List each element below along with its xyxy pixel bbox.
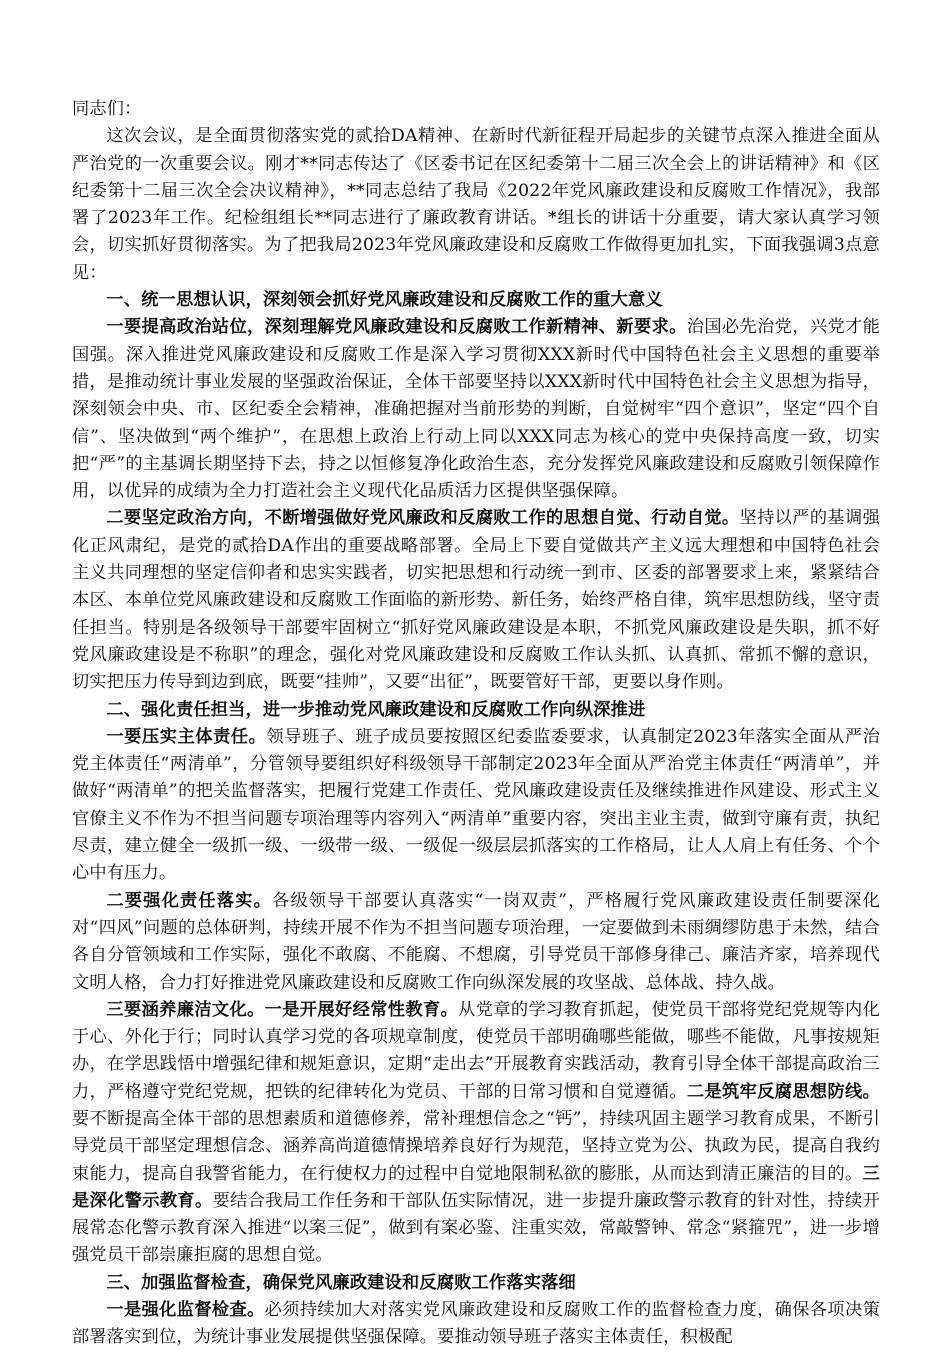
paragraph-lead: 一要压实主体责任。 [106,726,267,747]
paragraph-body: 要不断提高全体干部的思想素质和道德修养，常补理想信念之“钙”，持续巩固主题学习教育成果，不断引导党员干部坚定理想信念、涵养高尚道德情操培养良好行为规范，坚持立党为公、执政为民，提高自我约束能力，提高自我警省能力，在行使权力的过程中自觉地限制私欲的膨胀，从而达到清正廉洁的目的。 [72,1108,880,1184]
paragraph-body: 坚持以严的基调强化正风肃纪，是党的贰拾DA作出的重要战略部署。全局上下要自觉做共产主义远大理想和中国特色社会主义共同理想的坚定信仰者和忠实实践者，切实把思想和行动统一到市、区委的部署要求上来，紧紧结合本区、本单位党风廉政建设和反腐败工作面临的新形势、新任务，始终严格自律，筑牢思想防线，坚守责任担当。特别是各级领导干部要牢固树立“抓好党风廉政建设是本职，不抓党风廉政建设是失职，抓不好党风廉政建设是不称职”的理念，强化对党风廉政建设和反腐败工作认头抓、认真抓、常抓不懈的意识，切实把压力传导到边到底，既要“挂帅”，又要“出征”，既要管好干部，更要以身作则。 [72,508,880,693]
document-page [72,96,880,1352]
section3-paragraph-1 [72,1297,880,1352]
paragraph-lead: 二要坚定政治方向，不断增强做好党风廉政和反腐败工作的思想自觉、行动自觉。 [106,508,740,529]
paragraph-body: 领导班子、班子成员要按照区纪委监委要求，认真制定2023年落实全面从严治党主体责任“两清单”，分管领导要组织好科级领导干部制定2023年全面从严治党主体责任“两清单”，并做好“两清单”的把关监督落实，把履行党建工作责任、党风廉政建设责任及继续推进作风建设、形式主义官僚主义不作为不担当问题专项治理等内容列入“两清单”重要内容，突出主业主责，做到守廉有责，执纪尽责，建立健全一级抓一级、一级带一级、一级促一级层层抓落实的工作格局，让人人肩上有任务、个个心中有压力。 [72,726,880,884]
paragraph-body: 必须持续加大对落实党风廉政建设和反腐败工作的监督检查力度，确保各项决策部署落实到位，为统计事业发展提供坚强保障。要推动领导班子落实主体责任，积极配 [72,1300,880,1348]
paragraph-body: 治国必先治党，兴党才能国强。深入推进党风廉政建设和反腐败工作是深入学习贯彻XXX新时代中国特色社会主义思想的重要举措，是推动统计事业发展的坚强政治保证，全体干部要坚持以XXX新时代中国特色社会主义思想为指导，深刻领会中央、市、区纪委全会精神，准确把握对当前形势的判断，自觉树牢“四个意识”，坚定“四个自信”、坚决做到“两个维护”，在思想上政治上行动上同以XXX同志为核心的党中央保持高度一致，切实把“严”的主基调长期坚持下去，持之以恒修复净化政治生态，充分发挥党风廉政建设和反腐败引领保障作用，以优异的成绩为全力打造社会主义现代化品质活力区提供坚强保障。 [72,317,881,502]
paragraph-lead: 二要强化责任落实。 [106,890,273,911]
section-heading-3: 三、加强监督检查，确保党风廉政建设和反腐败工作落实落细 [106,1272,576,1293]
paragraph-body: 要结合我局工作任务和干部队伍实际情况，进一步提升廉政警示教育的针对性，持续开展常态化警示教育深入推进“以案三促”，做到有案必鉴、注重实效，常敲警钟、常念“紧箍咒”，进一步增强党员干部崇廉拒腐的思想自觉。 [72,1190,880,1266]
section2-paragraph-3 [72,997,880,1270]
paragraph-lead: 一要提高政治站位，深刻理解党风廉政建设和反腐败工作新精神、新要求。 [106,317,687,338]
section1-paragraph-1 [72,314,880,505]
section-heading-2: 二、强化责任担当，进一步推动党风廉政建设和反腐败工作向纵深推进 [106,699,646,720]
paragraph-subpoint-2: 二是筑牢反腐思想防线。 [686,1081,880,1102]
section1-paragraph-2 [72,505,880,696]
section2-paragraph-2 [72,888,880,997]
paragraph-subpoint-1: 一是开展好经常性教育。 [264,999,459,1020]
intro-paragraph: 这次会议，是全面贯彻落实党的贰拾DA精神、在新时代新征程开局起步的关键节点深入推进全面从严治党的一次重要会议。刚才**同志传达了《区委书记在区纪委第十二届三次全会上的讲话精神》和《区纪委第十二届三次全会决议精神》，**同志总结了我局《2022年党风廉政建设和反腐败工作情况》，我部署了2023年工作。纪检组组长**同志进行了廉政教育讲话。*组长的讲话十分重要，请大家认真学习领会，切实抓好贯彻落实。为了把我局2023年党风廉政建设和反腐败工作做得更加扎实，下面我强调3点意见： [72,126,880,283]
paragraph-body: 从党章的学习教育抓起，使党员干部将党纪党规等内化于心、外化于行；同时认真学习党的各项规章制度，使党员干部明确哪些能做，哪些不能做，凡事按规矩办，在学思践悟中增强纪律和规矩意识，定期“走出去”开展教育实践活动，教育引导全体干部提高政治三力，严格遵守党纪党规，把铁的纪律转化为党员、干部的日常习惯和自觉遵循。 [72,999,880,1102]
section2-paragraph-1 [72,724,880,888]
paragraph-subpoint-3: 三是深化警示教育。 [72,1163,880,1211]
paragraph-body: 各级领导干部要认真落实“一岗双责”，严格履行党风廉政建设责任制要深化对“四风”问题的总体研判，持续开展不作为不担当问题专项治理，一定要做到未雨绸缪防患于未然，结合各自分管领域和工作实际，强化不敢腐、不能腐、不想腐，引导党员干部修身律己、廉洁齐家，培养现代文明人格，合力打好推进党风廉政建设和反腐败工作向纵深发展的攻坚战、总体战、持久战。 [72,890,880,993]
paragraph-lead: 一是强化监督检查。 [106,1300,265,1321]
paragraph-lead: 三要涵养廉洁文化。 [106,999,265,1020]
greeting: 同志们： [72,99,142,119]
section-heading-1: 一、统一思想认识，深刻领会抓好党风廉政建设和反腐败工作的重大意义 [106,290,663,311]
